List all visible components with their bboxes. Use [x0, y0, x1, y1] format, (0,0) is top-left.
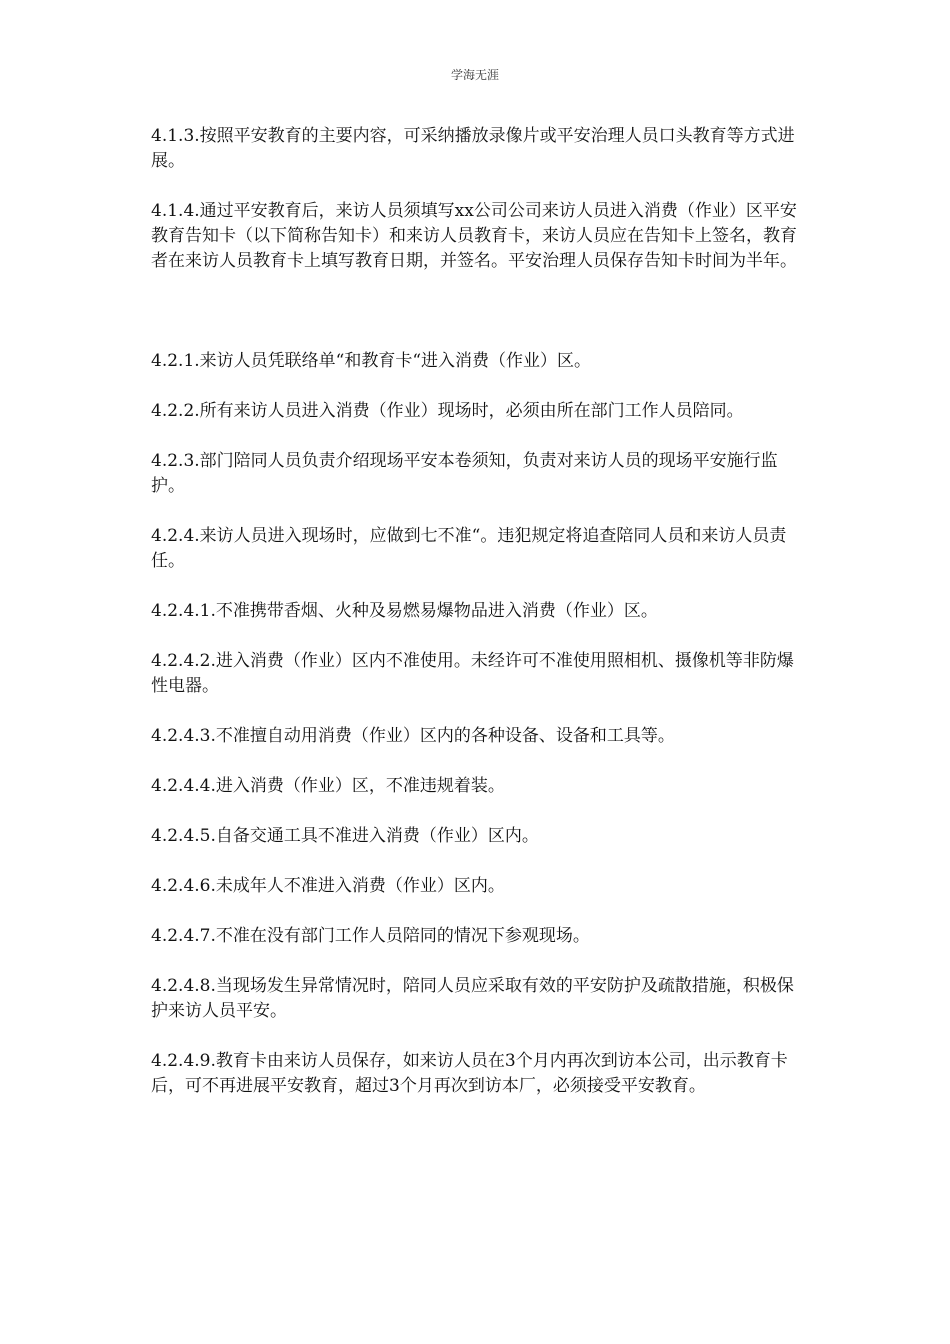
document-body [151, 124, 801, 1099]
paragraph-4-2-4-8: 4.2.4.8.当现场发生异常情况时，陪同人员应采取有效的平安防护及疏散措施，积极保护来访人员平安。 [151, 976, 794, 1021]
paragraph-4-2-1: 4.2.1.来访人员凭联络单“和教育卡“进入消费（作业）区。 [151, 351, 592, 371]
paragraph-4-2-4-5: 4.2.4.5.自备交通工具不准进入消费（作业）区内。 [151, 826, 539, 846]
paragraph-4-2-2: 4.2.2.所有来访人员进入消费（作业）现场时，必须由所在部门工作人员陪同。 [151, 401, 744, 421]
paragraph-4-2-4-6: 4.2.4.6.未成年人不准进入消费（作业）区内。 [151, 876, 505, 896]
paragraph-4-2-4: 4.2.4.来访人员进入现场时，应做到七不准“。违犯规定将追查陪同人员和来访人员责任。 [151, 526, 787, 571]
paragraph-4-2-4-9: 4.2.4.9.教育卡由来访人员保存，如来访人员在3个月内再次到访本公司，出示教育卡后，可不再进展平安教育，超过3个月再次到访本厂，必须接受平安教育。 [151, 1051, 788, 1096]
paragraph-4-2-4-3: 4.2.4.3.不准擅自动用消费（作业）区内的各种设备、设备和工具等。 [151, 726, 675, 746]
paragraph-4-1-3: 4.1.3.按照平安教育的主要内容，可采纳播放录像片或平安治理人员口头教育等方式进展。 [151, 126, 795, 171]
paragraph-4-2-4-7: 4.2.4.7.不准在没有部门工作人员陪同的情况下参观现场。 [151, 926, 590, 946]
paragraph-4-2-3: 4.2.3.部门陪同人员负责介绍现场平安本卷须知，负责对来访人员的现场平安施行监护。 [151, 451, 778, 496]
paragraph-4-2-4-1: 4.2.4.1.不准携带香烟、火种及易燃易爆物品进入消费（作业）区。 [151, 601, 658, 621]
paragraph-4-1-4: 4.1.4.通过平安教育后，来访人员须填写xx公司公司来访人员进入消费（作业）区平安教育告知卡（以下简称告知卡）和来访人员教育卡，来访人员应在告知卡上签名，教育者在来访人员教育卡上填写教育日期，并签名。平安治理人员保存告知卡时间为半年。 [151, 201, 797, 271]
paragraph-4-2-4-2: 4.2.4.2.进入消费（作业）区内不准使用。未经许可不准使用照相机、摄像机等非防爆性电器。 [151, 651, 794, 696]
page-header: 学海无涯 [450, 68, 499, 82]
paragraph-4-2-4-4: 4.2.4.4.进入消费（作业）区，不准违规着装。 [151, 776, 505, 796]
